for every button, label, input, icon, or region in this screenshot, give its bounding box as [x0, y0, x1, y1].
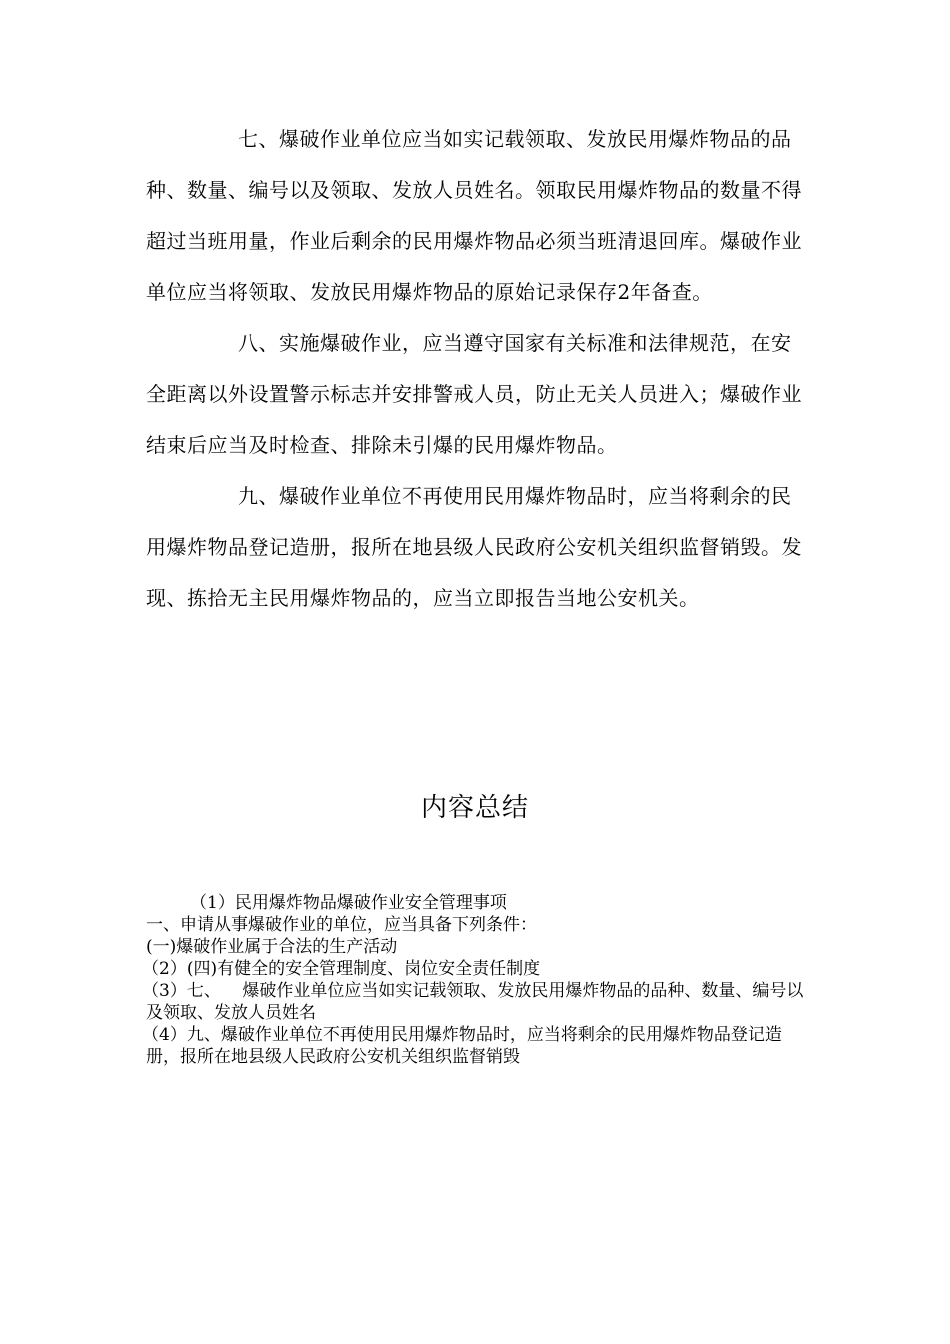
summary-title: 内容总结: [420, 793, 529, 823]
summary-line: （3）七、 爆破作业单位应当如实记载领取、发放民用爆炸物品的品种、数量、编号以及领取、发放人员姓名: [142, 981, 804, 1023]
item-label: 八、: [238, 331, 279, 355]
summary-section: [142, 892, 806, 1068]
summary-line: （4）九、爆破作业单位不再使用民用爆炸物品时，应当将剩余的民用爆炸物品登记造册，报所在地县级人民政府公安机关组织监督销毁: [142, 1025, 782, 1067]
paragraph-nine: [146, 471, 806, 624]
paragraph-text: 实施爆破作业，应当遵守国家有关标准和法律规范，在安全距离以外设置警示标志并安排警戒人员，防止无关人员进入；爆破作业结束后应当及时检查、排除未引爆的民用爆炸物品。: [146, 331, 802, 457]
item-label: 七、: [238, 127, 279, 151]
paragraph-eight: [146, 318, 806, 471]
document-body: [146, 114, 806, 624]
summary-line: （2）(四)有健全的安全管理制度、岗位安全责任制度: [142, 959, 541, 979]
item-label: 九、: [238, 484, 279, 508]
summary-line: （1）民用爆炸物品爆破作业安全管理事项: [190, 893, 507, 913]
paragraph-text: 爆破作业单位应当如实记载领取、发放民用爆炸物品的品种、数量、编号以及领取、发放人员姓名。领取民用爆炸物品的数量不得超过当班用量，作业后剩余的民用爆炸物品必须当班清退回库。爆破作业单位应当将领取、发放民用爆炸物品的原始记录保存2年备查。: [146, 127, 802, 304]
paragraph-seven: [146, 114, 806, 318]
summary-line: (一)爆破作业属于合法的生产活动: [146, 937, 398, 957]
summary-line: 一、申请从事爆破作业的单位，应当具备下列条件：: [146, 915, 537, 935]
paragraph-text: 爆破作业单位不再使用民用爆炸物品时，应当将剩余的民用爆炸物品登记造册，报所在地县级人民政府公安机关组织监督销毁。发现、拣拾无主民用爆炸物品的，应当立即报告当地公安机关。: [146, 484, 802, 610]
